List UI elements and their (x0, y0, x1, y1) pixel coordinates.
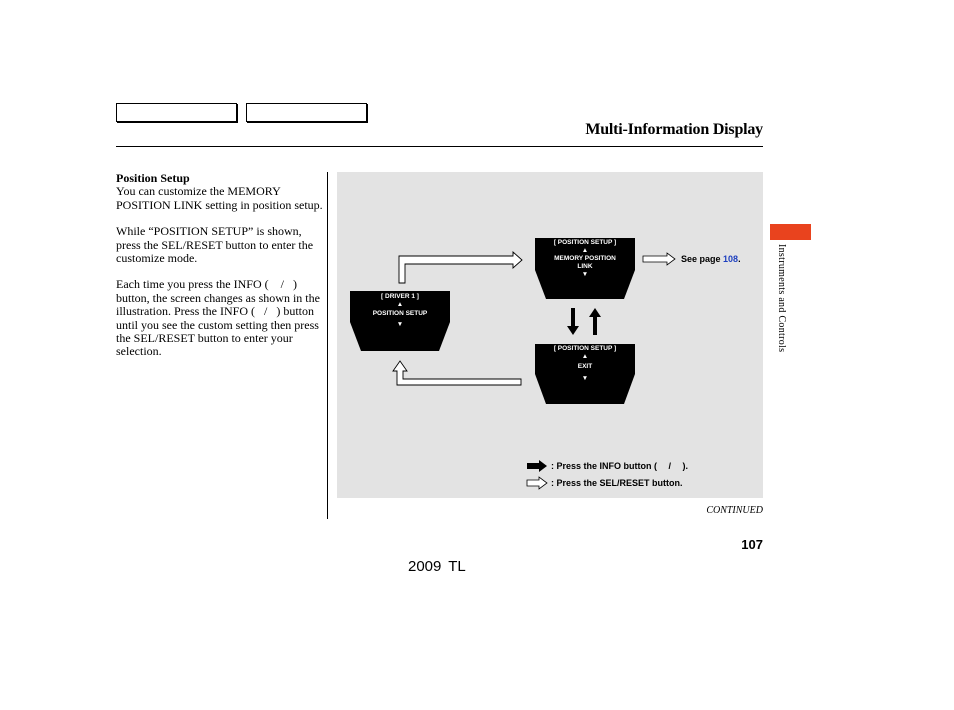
screen-exit-line2: EXIT (577, 363, 593, 370)
screen-driver-line2: POSITION SETUP (372, 310, 428, 317)
sel-arrow-icon (643, 253, 675, 265)
paragraph: You can customize the MEMORY POSITION LINK setting in position setup. (116, 184, 323, 212)
screen-memory-line2: MEMORY POSITION (554, 255, 616, 262)
header-rule (116, 146, 763, 147)
screen-driver-1 (350, 291, 450, 351)
screen-exit (535, 344, 635, 404)
paragraph: Each time you press the INFO ( / ) button, the screen changes as shown in the illustration. Press the INFO ( / ) button until you see the custom setting then press the SEL/RESET button to enter your selection. (116, 277, 320, 359)
legend-info-arrow-icon (527, 460, 547, 472)
screen-driver-line1: [ DRIVER 1 ] (381, 293, 419, 300)
screen-down-arrow: ▼ (581, 375, 589, 382)
illustration-panel (337, 172, 763, 498)
screen-memory-line1: [ POSITION SETUP ] (553, 239, 617, 246)
screen-exit-line1: [ POSITION SETUP ] (553, 345, 617, 352)
see-page-label: See page (681, 254, 721, 264)
continued-label: CONTINUED (706, 505, 763, 516)
model-label: 2009 TL (408, 558, 466, 575)
legend-sel-arrow-icon (527, 477, 547, 489)
see-page-link[interactable]: 108 (723, 254, 739, 264)
section-heading: Position Setup (116, 171, 190, 185)
see-page-reference (681, 254, 741, 264)
sel-arrow-return-icon (393, 361, 521, 385)
legend-sel-text: : Press the SEL/RESET button. (551, 478, 683, 488)
position-setup-diagram (337, 172, 763, 498)
page-number: 107 (741, 537, 763, 552)
see-page-suffix: . (738, 254, 741, 264)
body-column (116, 172, 326, 372)
screen-down-arrow: ▼ (581, 271, 589, 278)
section-tab[interactable] (770, 224, 811, 240)
screen-down-arrow: ▼ (396, 321, 404, 328)
screen-up-arrow: ▲ (581, 353, 589, 360)
sel-arrow-up-icon (399, 252, 522, 283)
info-arrow-down-icon (567, 308, 579, 335)
legend-info-text: : Press the INFO button ( / ). (551, 461, 688, 471)
info-arrow-up-icon (589, 308, 601, 335)
paragraph: While “POSITION SETUP” is shown, press the SEL/RESET button to enter the customize mode. (116, 224, 314, 266)
nav-button-next[interactable] (246, 103, 367, 122)
column-divider (327, 172, 328, 519)
screen-up-arrow: ▲ (396, 301, 404, 308)
section-tab-label: Instruments and Controls (776, 244, 787, 353)
screen-memory-position-link (535, 238, 635, 299)
screen-up-arrow: ▲ (581, 247, 589, 254)
nav-button-previous[interactable] (116, 103, 237, 122)
page-title: Multi-Information Display (585, 121, 763, 138)
screen-memory-line3: LINK (577, 263, 593, 270)
